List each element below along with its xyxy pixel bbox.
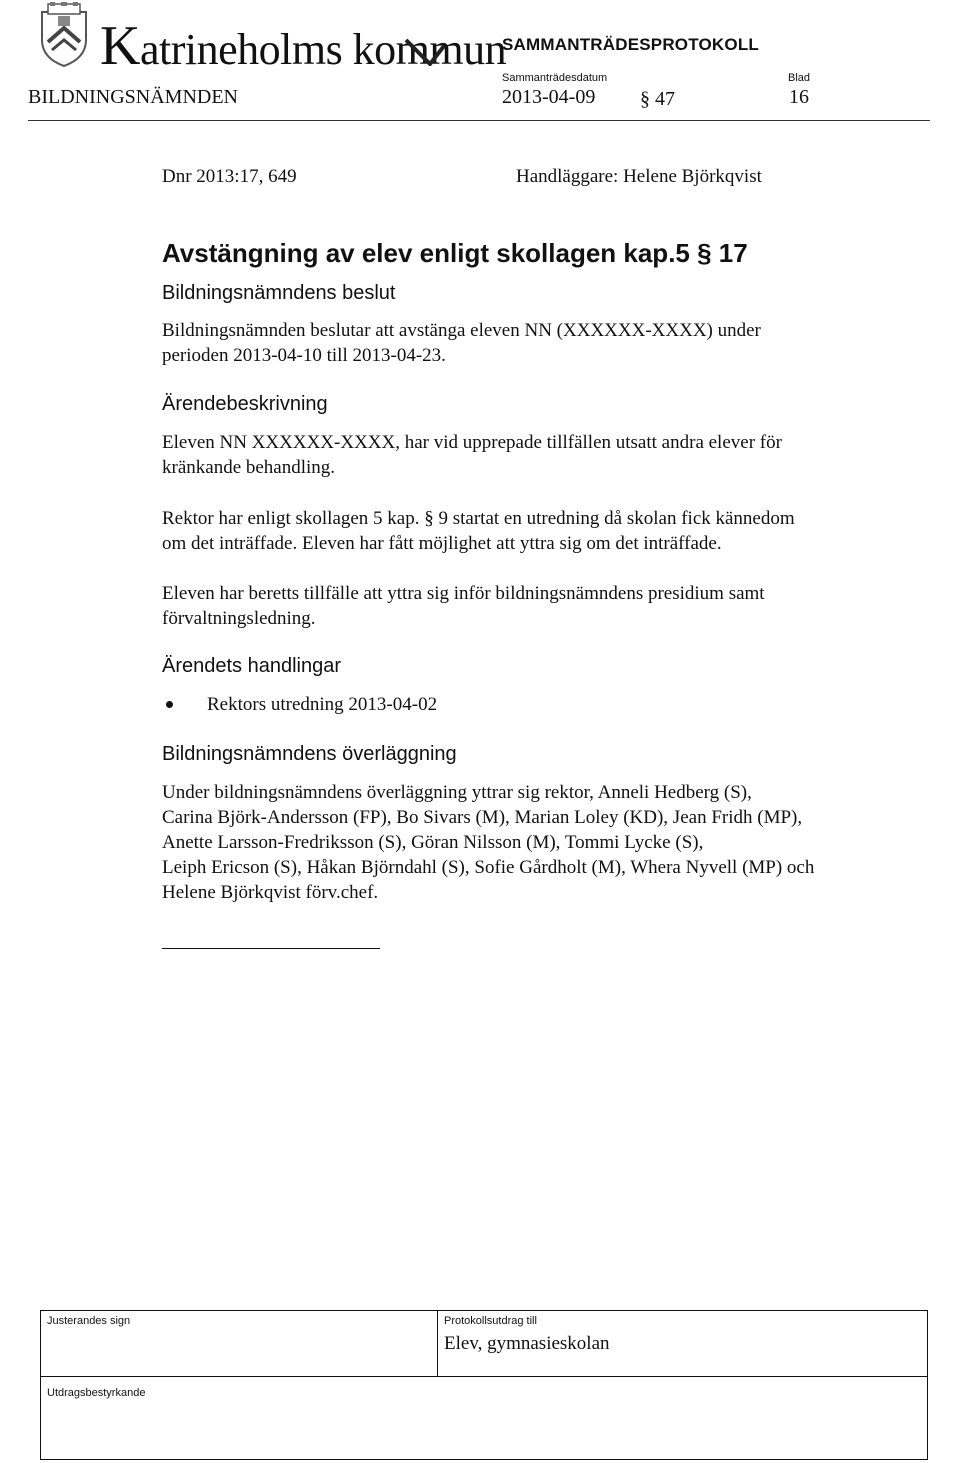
bullet-icon	[166, 701, 173, 708]
description-line: om det inträffade. Eleven har fått möjlighet att yttra sig om det inträffade.	[162, 533, 722, 554]
list-item: Rektors utredning 2013-04-02	[207, 694, 438, 715]
decision-line: Bildningsnämnden beslutar att avstänga eleven NN (XXXXXX-XXXX) under	[162, 320, 761, 341]
logo-swoosh-mark	[404, 36, 446, 66]
description-line: förvaltningsledning.	[162, 608, 316, 629]
case-handler: Handläggare: Helene Björkqvist	[516, 166, 762, 187]
deliberation-line: Leiph Ericson (S), Håkan Björndahl (S), Sofie Gårdholt (M), Whera Nyvell (MP) och	[162, 857, 815, 878]
description-line: Rektor har enligt skollagen 5 kap. § 9 startat en utredning då skolan fick kännedom	[162, 508, 795, 529]
org-logo-wordmark: Katrineholms kommun	[100, 15, 507, 77]
heading-decision: Bildningsnämndens beslut	[162, 282, 396, 304]
deliberation-line: Helene Björkqvist förv.chef.	[162, 882, 379, 903]
extract-recipient-label: Protokollsutdrag till	[444, 1315, 537, 1327]
committee-name: BILDNINGSNÄMNDEN	[28, 86, 238, 108]
registration-number: Dnr 2013:17, 649	[162, 166, 297, 187]
paragraph-number: § 47	[640, 88, 675, 110]
description-line: Eleven NN XXXXXX-XXXX, har vid upprepade tillfällen utsatt andra elever för	[162, 432, 782, 453]
municipal-crest-logo	[38, 2, 90, 68]
section-end-rule	[162, 948, 380, 949]
deliberation-line: Anette Larsson-Fredriksson (S), Göran Nilsson (M), Tommi Lycke (S),	[162, 832, 704, 853]
case-title: Avstängning av elev enligt skollagen kap.5 § 17	[162, 238, 748, 268]
footer-divider-horizontal	[40, 1376, 928, 1377]
heading-case-description: Ärendebeskrivning	[162, 393, 328, 415]
adjuster-sign-label: Justerandes sign	[47, 1315, 131, 1327]
header-divider	[28, 120, 930, 121]
meeting-date-label: Sammanträdesdatum	[502, 72, 608, 84]
extract-recipient-value: Elev, gymnasieskolan	[444, 1333, 610, 1354]
deliberation-line: Carina Björk-Andersson (FP), Bo Sivars (M), Marian Loley (KD), Jean Fridh (MP),	[162, 807, 803, 828]
decision-line: perioden 2013-04-10 till 2013-04-23.	[162, 345, 446, 366]
page-number: 16	[789, 86, 809, 108]
extract-certifier-label: Utdragsbestyrkande	[47, 1387, 146, 1399]
heading-case-documents: Ärendets handlingar	[162, 655, 342, 677]
document-type: SAMMANTRÄDESPROTOKOLL	[502, 35, 759, 54]
page-label: Blad	[788, 72, 811, 84]
description-line: Eleven har beretts tillfälle att yttra sig inför bildningsnämndens presidium samt	[162, 583, 765, 604]
footer-divider-vertical	[437, 1310, 438, 1377]
deliberation-line: Under bildningsnämndens överläggning yttrar sig rektor, Anneli Hedberg (S),	[162, 782, 752, 803]
heading-deliberation: Bildningsnämndens överläggning	[162, 743, 457, 765]
meeting-date: 2013-04-09	[502, 86, 596, 108]
description-line: kränkande behandling.	[162, 457, 336, 478]
